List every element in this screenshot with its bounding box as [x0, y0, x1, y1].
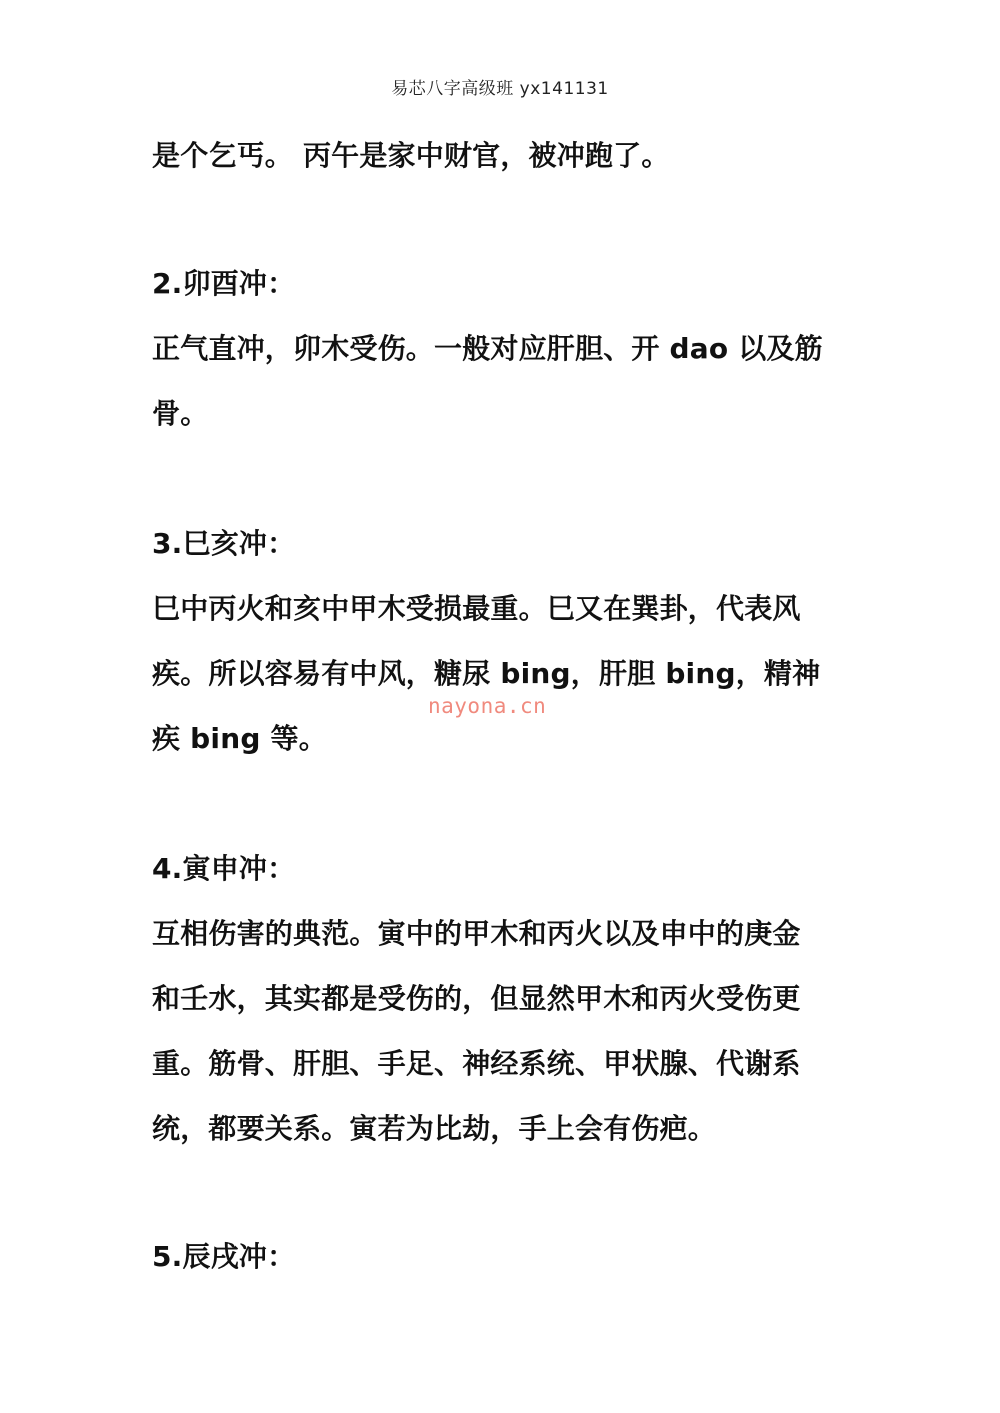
section-heading-yinshen: 4.寅申冲：	[152, 852, 296, 885]
section-heading-sihai: 3.巳亥冲：	[152, 527, 296, 560]
text-line: 骨。	[152, 397, 209, 430]
text-line: 疾 bing 等。	[152, 722, 327, 755]
text-line: 疾。所以容易有中风，糖尿 bing，肝胆 bing，精神	[152, 657, 821, 690]
text-line: 统，都要关系。寅若为比劫，手上会有伤疤。	[152, 1112, 717, 1145]
text-line: 重。筋骨、肝胆、手足、神经系统、甲状腺、代谢系	[152, 1047, 801, 1080]
page-header: 易芯八字高级班 yx141131	[391, 79, 609, 99]
text-line: 巳中丙火和亥中甲木受损最重。巳又在巽卦，代表风	[152, 592, 801, 625]
section-heading-chenxu: 5.辰戌冲：	[152, 1240, 296, 1273]
section-heading-maoyou: 2.卯酉冲：	[152, 267, 296, 300]
text-line: 正气直冲，卯木受伤。一般对应肝胆、开 dao 以及筋	[152, 332, 823, 365]
text-line: 是个乞丐。 丙午是家中财官，被冲跑了。	[152, 139, 670, 172]
text-line: 互相伤害的典范。寅中的甲木和丙火以及申中的庚金	[152, 917, 801, 950]
text-line: 和壬水，其实都是受伤的，但显然甲木和丙火受伤更	[152, 982, 801, 1015]
watermark-text: nayona.cn	[428, 694, 547, 718]
